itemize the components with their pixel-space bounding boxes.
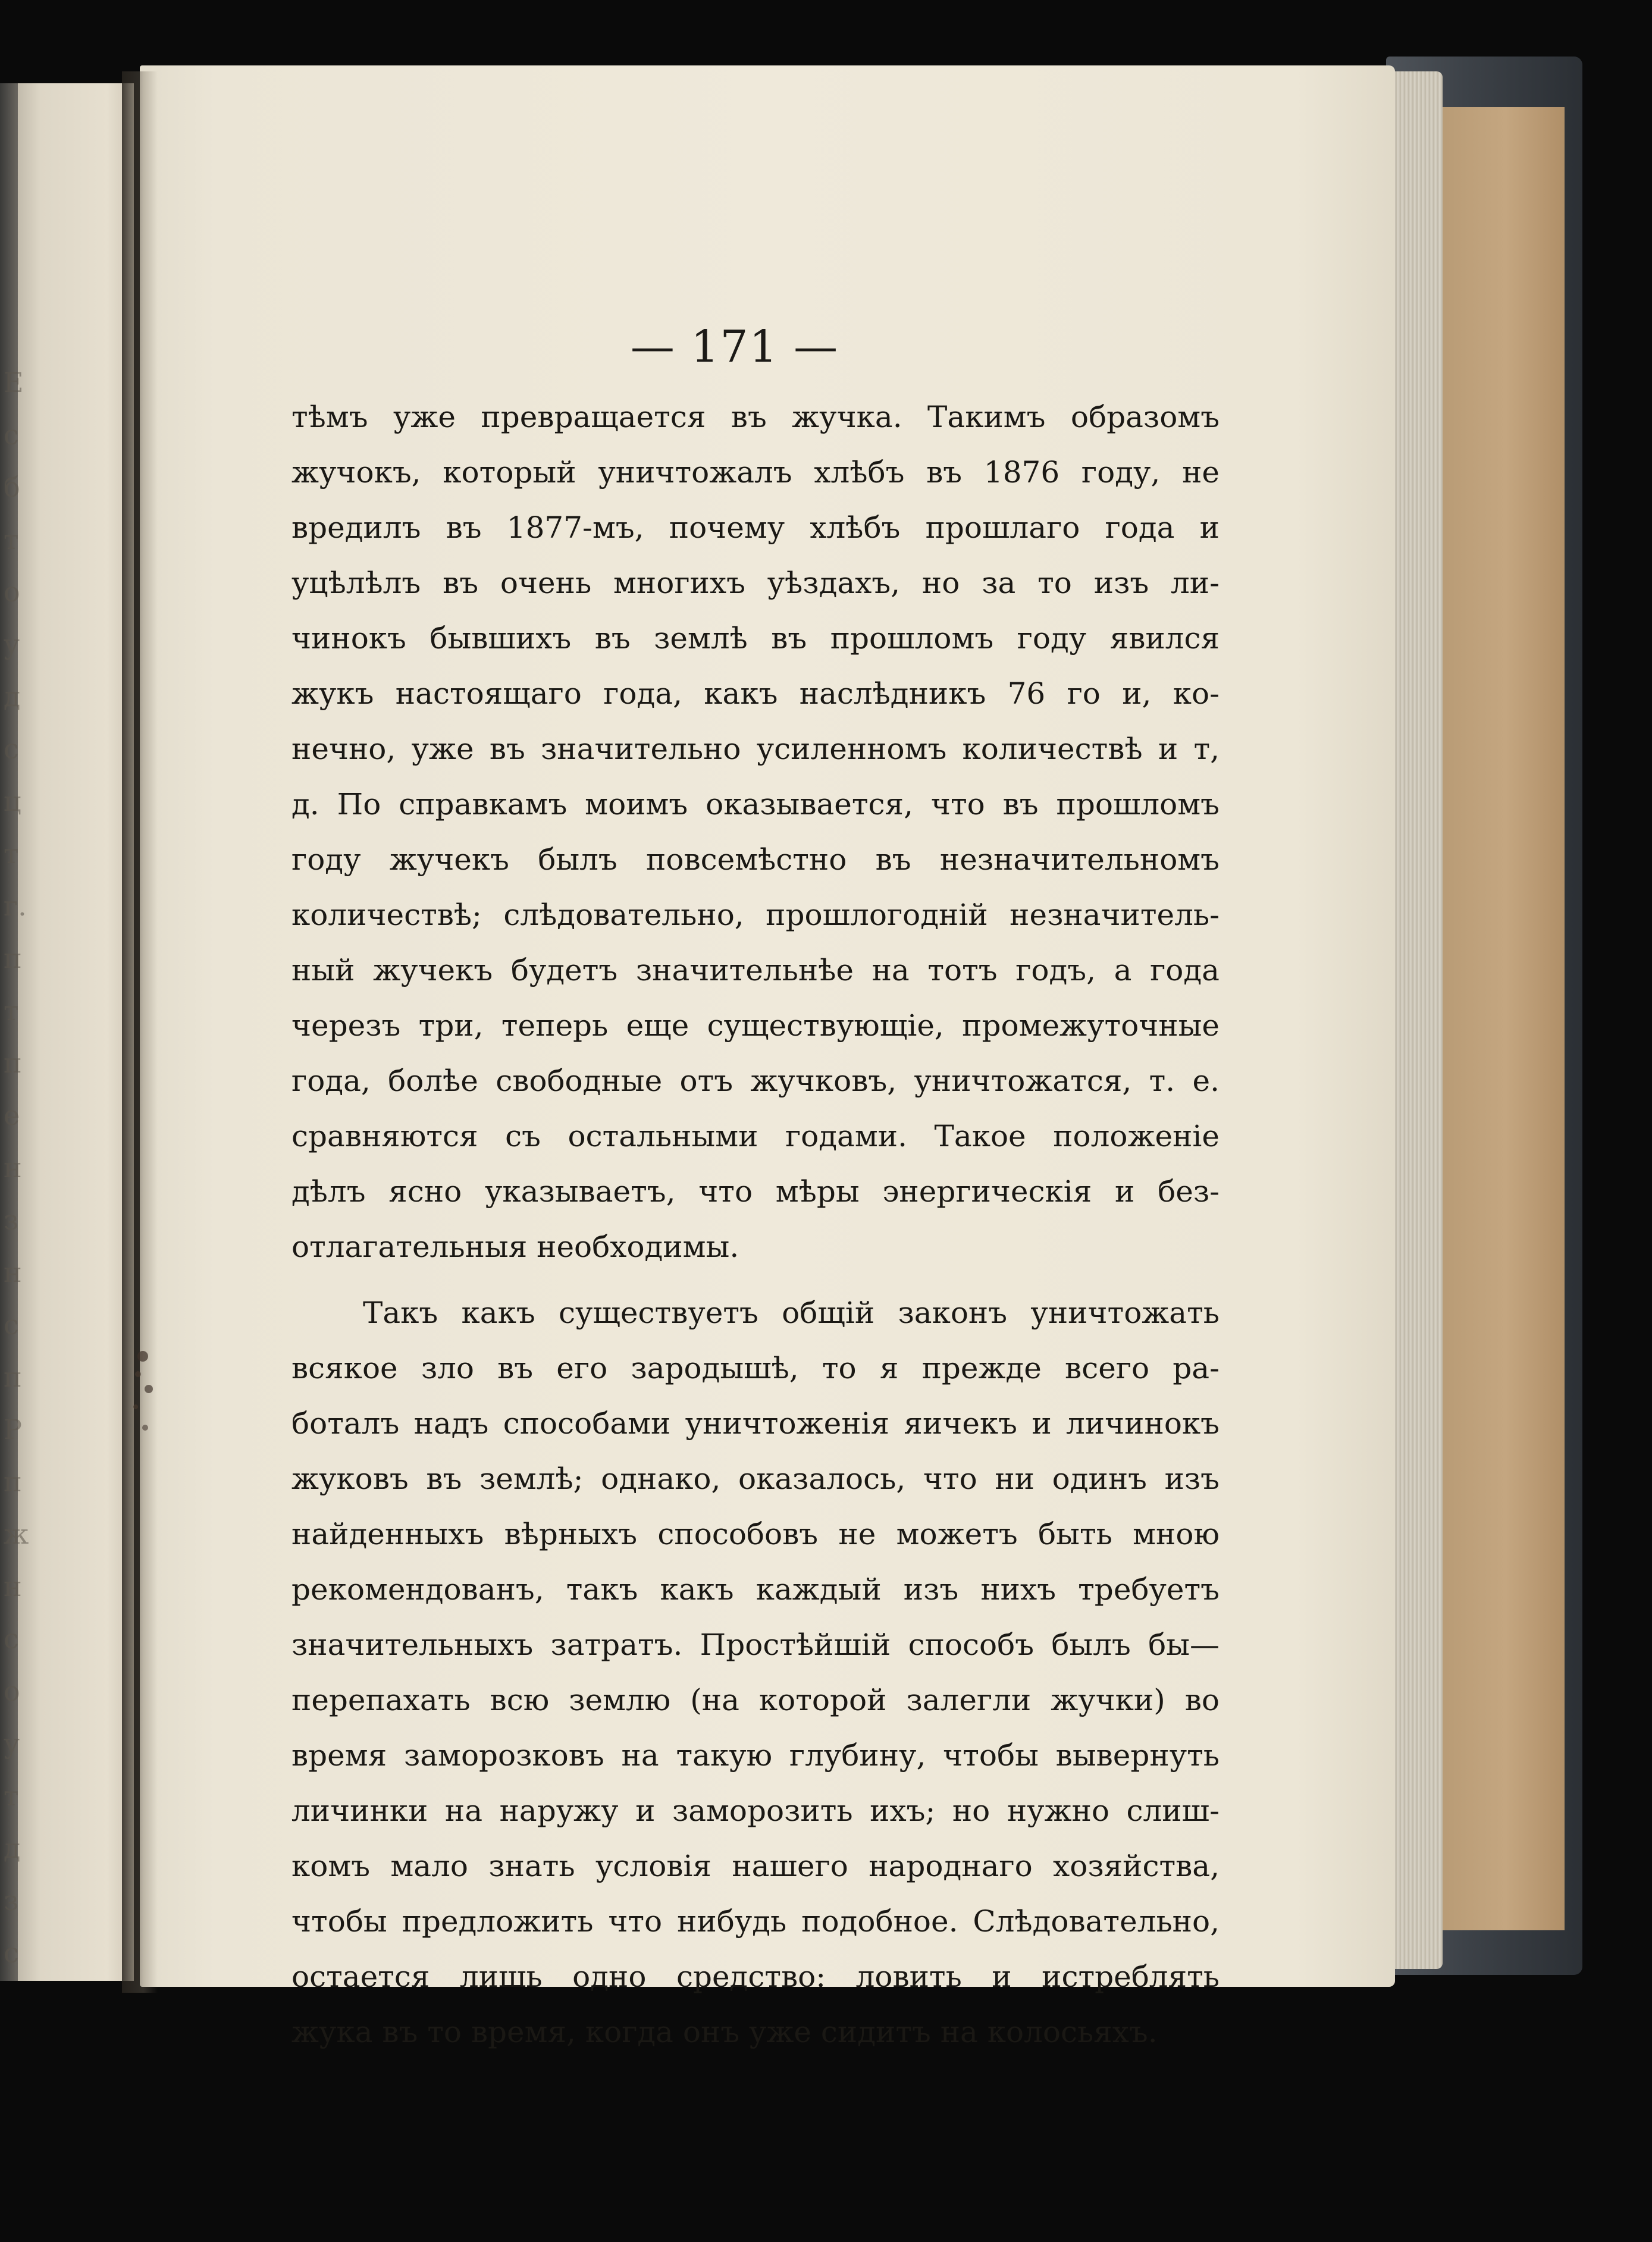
previous-page-letter: т xyxy=(4,995,19,1027)
page-number: — 171 — xyxy=(630,321,839,372)
previous-page-letter: б xyxy=(4,471,20,503)
text-line: отлагательныя необходимы. xyxy=(291,1230,739,1264)
text-line: жучокъ, который уничтожалъ хлѣбъ въ 1876 году, не xyxy=(291,455,1220,490)
previous-page-letter: н xyxy=(4,1570,22,1603)
previous-page-letter: п xyxy=(4,942,22,974)
text-line: личинки на наружу и заморозить ихъ; но нужно слиш- xyxy=(291,1793,1220,1828)
text-line: рекомендованъ, такъ какъ каждый изъ нихъ требуетъ xyxy=(291,1572,1220,1607)
previous-page-letter: ц xyxy=(4,785,21,817)
previous-page-letter: о xyxy=(4,576,20,608)
previous-page-letter: о xyxy=(4,1675,20,1707)
text-line: жукъ настоящаго года, какъ наслѣдникъ 76 го и, ко- xyxy=(291,676,1220,711)
previous-page-letter: н xyxy=(4,1152,22,1184)
text-line: всякое зло въ его зародышѣ, то я прежде всего ра- xyxy=(291,1351,1220,1385)
previous-page-letter: Е xyxy=(4,366,24,399)
previous-page-letter: т xyxy=(4,1780,19,1812)
text-line: года, болѣе свободные отъ жучковъ, уничтожатся, т. е. xyxy=(291,1064,1220,1098)
previous-page-letter: с xyxy=(4,1937,19,1969)
text-line: жуковъ въ землѣ; однако, оказалось, что ни одинъ изъ xyxy=(291,1462,1220,1496)
page-body xyxy=(291,390,1220,2060)
previous-page-letter: н xyxy=(4,1256,22,1288)
previous-page-letter: д xyxy=(4,681,21,713)
text-line: найденныхъ вѣрныхъ способовъ не можетъ быть мною xyxy=(291,1517,1220,1551)
text-line: ный жучекъ будетъ значительнѣе на тотъ годъ, а года xyxy=(291,953,1220,987)
previous-page-letter: с xyxy=(4,1623,19,1655)
book-page xyxy=(140,65,1395,2049)
previous-page-letter: у xyxy=(4,628,20,660)
text-line: дѣлъ ясно указываетъ, что мѣры энергическія и без- xyxy=(291,1174,1220,1209)
previous-page-letter: д xyxy=(4,1832,21,1864)
paragraph xyxy=(291,1285,1220,2060)
previous-page-letter: е xyxy=(4,1099,20,1131)
text-line: чтобы предложить что нибудь подобное. Слѣдовательно, xyxy=(291,1904,1220,1939)
text-line: д. По справкамъ моимъ оказывается, что въ прошломъ xyxy=(291,787,1220,821)
text-line: значительныхъ затратъ. Простѣйшій способъ былъ бы— xyxy=(291,1628,1220,1662)
text-line: сравняются съ остальными годами. Такое положеніе xyxy=(291,1119,1220,1153)
text-line: остается лишь одно средство: ловить и истреблять xyxy=(291,1959,1220,1994)
text-line: уцѣлѣлъ въ очень многихъ уѣздахъ, но за то изъ ли- xyxy=(291,566,1220,600)
previous-page-letter: т xyxy=(4,838,19,870)
previous-page-letter: у xyxy=(4,1727,20,1760)
text-line: чинокъ бывшихъ въ землѣ въ прошломъ году явился xyxy=(291,621,1220,656)
text-line: вредилъ въ 1877-мъ, почему хлѣбъ прошлаго года и xyxy=(291,510,1220,545)
previous-page-letter: п xyxy=(4,1047,22,1079)
text-line: нечно, уже въ значительно усиленномъ количествѣ и т, xyxy=(291,732,1220,766)
text-line: жука въ то время, когда онъ уже сидитъ на колосьяхъ. xyxy=(291,2015,1158,2049)
previous-page-letter: ж xyxy=(4,1518,29,1550)
text-line: тѣмъ уже превращается въ жучка. Такимъ образомъ xyxy=(291,400,1220,434)
paragraph xyxy=(291,390,1220,1275)
text-line: количествѣ; слѣдовательно, прошлогодній незначитель- xyxy=(291,898,1220,932)
text-line: время заморозковъ на такую глубину, чтобы вывернуть xyxy=(291,1738,1220,1773)
text-line: боталъ надъ способами уничтоженія яичекъ и личинокъ xyxy=(291,1406,1220,1441)
cover-board xyxy=(1434,107,1565,1930)
text-line: черезъ три, теперь еще существующіе, промежуточные xyxy=(291,1008,1220,1043)
text-line: году жучекъ былъ повсемѣстно въ незначительномъ xyxy=(291,842,1220,877)
previous-page-letter: Р xyxy=(4,1413,22,1445)
ink-specks xyxy=(125,1332,161,1451)
previous-page-letter: г. xyxy=(4,890,27,922)
previous-page-letter: с xyxy=(4,419,19,451)
previous-page-letter: п xyxy=(4,1361,22,1393)
previous-page-letter: т xyxy=(4,523,19,556)
text-line: комъ мало знать условія нашего народнаго хозяйства, xyxy=(291,1849,1220,1883)
previous-page-letter: з xyxy=(4,1884,19,1917)
previous-page-letter: п xyxy=(4,1466,22,1498)
text-line: перепахать всю землю (на которой залегли жучки) во xyxy=(291,1683,1220,1717)
previous-page-letter: з xyxy=(4,1204,19,1236)
gutter-shadow xyxy=(122,71,158,1993)
previous-page-letter: с xyxy=(4,1309,19,1341)
previous-page-letter: с xyxy=(4,733,19,765)
text-line: Такъ какъ существуетъ общій законъ уничтожать xyxy=(363,1296,1220,1330)
